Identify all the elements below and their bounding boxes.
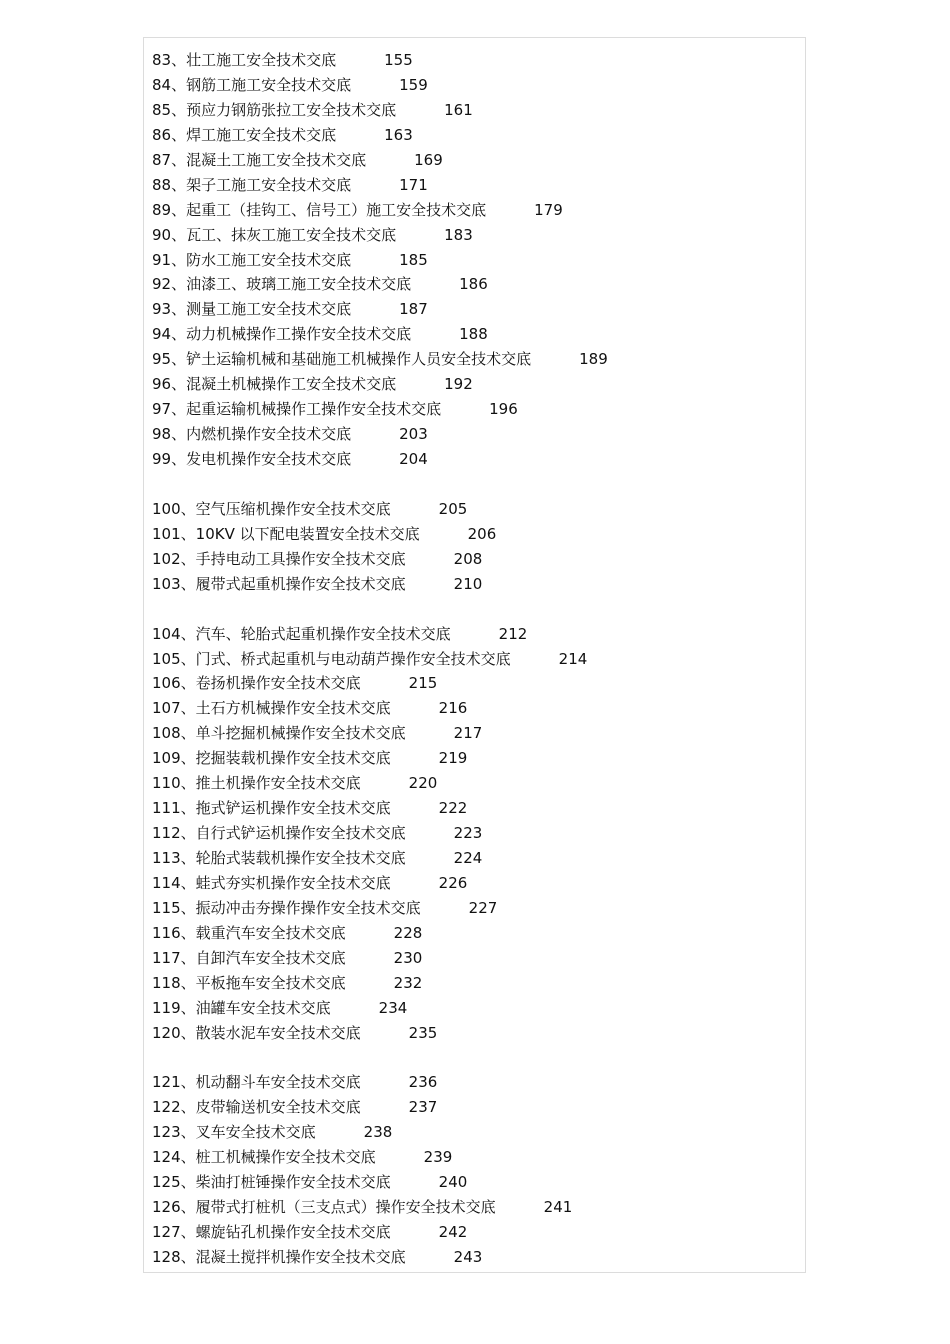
table-of-contents — [152, 48, 797, 1270]
toc-entry-separator: 、 — [171, 375, 187, 394]
toc-entry-separator: 、 — [180, 774, 196, 793]
toc-entry-page-number: 186 — [459, 275, 488, 294]
toc-entry-number: 86 — [152, 125, 172, 144]
toc-entry[interactable] — [152, 696, 797, 721]
toc-entry-title: 平板拖车安全技术交底 — [195, 973, 346, 992]
toc-entry-page-number: 232 — [393, 973, 423, 992]
toc-entry[interactable] — [152, 771, 797, 796]
toc-entry-title: 钢筋工施工安全技术交底 — [186, 75, 352, 94]
toc-entry-number: 101 — [152, 524, 181, 543]
toc-entry-separator: 、 — [180, 1223, 196, 1242]
toc-entry-separator: 、 — [180, 849, 196, 867]
toc-entry-number: 90 — [152, 225, 172, 244]
toc-entry[interactable] — [152, 422, 797, 447]
toc-entry-page-number: 216 — [438, 699, 468, 718]
toc-entry-number: 111 — [152, 799, 181, 818]
toc-entry-title: 混凝土工施工安全技术交底 — [186, 150, 367, 169]
toc-entry-separator: 、 — [180, 1023, 196, 1042]
toc-entry-number: 93 — [152, 300, 172, 319]
toc-entry[interactable] — [152, 1120, 797, 1145]
toc-entry[interactable] — [152, 572, 797, 597]
toc-entry-page-number: 169 — [414, 150, 443, 169]
toc-entry-page-number: 224 — [453, 849, 483, 867]
toc-entry-title: 手持电动工具操作安全技术交底 — [195, 549, 406, 568]
toc-entry-page-number: 196 — [489, 400, 518, 419]
toc-entry[interactable] — [152, 896, 797, 921]
toc-entry-page-number: 183 — [444, 225, 473, 244]
toc-entry-page-number: 237 — [408, 1098, 438, 1117]
toc-entry-number: 91 — [152, 250, 172, 269]
toc-entry-title: 动力机械操作工操作安全技术交底 — [186, 325, 412, 344]
toc-entry-page-number: 227 — [468, 898, 498, 917]
toc-entry[interactable] — [152, 223, 797, 248]
toc-entry[interactable] — [152, 821, 797, 846]
toc-entry-title: 桩工机械操作安全技术交底 — [195, 1148, 376, 1167]
toc-entry[interactable] — [152, 1220, 797, 1245]
toc-entry-title: 载重汽车安全技术交底 — [195, 923, 346, 942]
toc-entry-separator: 、 — [180, 1173, 196, 1192]
toc-entry-page-number: 230 — [393, 948, 423, 967]
toc-entry-title: 拖式铲运机操作安全技术交底 — [195, 799, 391, 818]
toc-entry[interactable] — [152, 996, 797, 1021]
toc-entry-title: 内燃机操作安全技术交底 — [186, 425, 352, 444]
toc-entry[interactable] — [152, 1170, 797, 1195]
toc-entry-page-number: 240 — [438, 1173, 468, 1192]
toc-entry[interactable] — [152, 48, 797, 73]
toc-entry-separator: 、 — [171, 200, 187, 219]
toc-entry-page-number: 215 — [408, 674, 438, 693]
toc-entry-separator: 、 — [180, 724, 196, 743]
toc-entry-title: 履带式起重机操作安全技术交底 — [195, 574, 406, 593]
toc-entry-number: 118 — [152, 973, 181, 992]
toc-entry-number: 127 — [152, 1223, 181, 1242]
toc-entry[interactable] — [152, 322, 797, 347]
toc-entry-title: 自行式铲运机操作安全技术交底 — [195, 824, 406, 843]
toc-entry[interactable] — [152, 1095, 797, 1120]
toc-entry-number: 100 — [152, 499, 181, 518]
toc-entry-separator: 、 — [180, 824, 196, 843]
toc-entry-separator: 、 — [180, 1198, 196, 1217]
toc-entry-separator: 、 — [171, 350, 187, 369]
toc-entry[interactable] — [152, 248, 797, 273]
toc-entry-separator: 、 — [171, 400, 187, 419]
toc-entry-page-number: 217 — [453, 724, 483, 743]
toc-entry-page-number: 226 — [438, 873, 468, 892]
toc-entry[interactable] — [152, 1145, 797, 1170]
toc-entry-separator: 、 — [180, 649, 196, 668]
toc-entry-title: 卷扬机操作安全技术交底 — [195, 674, 361, 693]
toc-entry-page-number: 223 — [453, 824, 483, 843]
toc-entry-title: 散装水泥车安全技术交底 — [195, 1023, 361, 1042]
toc-entry[interactable] — [152, 647, 797, 672]
toc-entry-number: 108 — [152, 724, 181, 743]
toc-entry-page-number: 222 — [438, 799, 468, 818]
toc-entry-title: 焊工施工安全技术交底 — [186, 125, 337, 144]
toc-entry[interactable] — [152, 347, 797, 372]
toc-entry-title: 推土机操作安全技术交底 — [195, 774, 361, 793]
toc-entry-title: 空气压缩机操作安全技术交底 — [195, 499, 391, 518]
toc-entry-title: 皮带输送机安全技术交底 — [195, 1098, 361, 1117]
toc-entry-separator: 、 — [180, 948, 196, 967]
toc-entry-title: 机动翻斗车安全技术交底 — [195, 1073, 361, 1092]
toc-entry[interactable] — [152, 447, 797, 472]
toc-entry-number: 98 — [152, 425, 172, 444]
toc-entry-number: 105 — [152, 649, 181, 668]
toc-entry[interactable] — [152, 721, 797, 746]
toc-entry-number: 113 — [152, 849, 181, 867]
toc-entry-number: 123 — [152, 1123, 181, 1142]
toc-entry-title: 10KV 以下配电装置安全技术交底 — [195, 524, 420, 543]
toc-entry-separator: 、 — [180, 1148, 196, 1167]
toc-entry-title: 瓦工、抹灰工施工安全技术交底 — [186, 225, 397, 244]
toc-entry[interactable] — [152, 746, 797, 771]
toc-entry-number: 109 — [152, 749, 181, 768]
toc-entry-title: 测量工施工安全技术交底 — [186, 300, 352, 319]
toc-entry-title: 挖掘装载机操作安全技术交底 — [195, 749, 391, 768]
toc-entry-page-number: 192 — [444, 375, 473, 394]
toc-entry-page-number: 212 — [498, 624, 528, 643]
toc-entry-number: 114 — [152, 873, 181, 892]
toc-entry-separator: 、 — [171, 250, 187, 269]
toc-entry[interactable] — [152, 1021, 797, 1046]
toc-entry-title: 预应力钢筋张拉工安全技术交底 — [186, 100, 397, 119]
toc-entry-separator: 、 — [171, 275, 187, 294]
toc-entry-separator: 、 — [171, 300, 187, 319]
toc-entry[interactable] — [152, 971, 797, 996]
toc-entry-title: 叉车安全技术交底 — [195, 1123, 316, 1142]
toc-entry[interactable] — [152, 871, 797, 896]
toc-entry-number: 104 — [152, 624, 181, 643]
toc-entry-separator: 、 — [180, 898, 196, 917]
toc-entry[interactable] — [152, 796, 797, 821]
toc-entry-number: 121 — [152, 1073, 181, 1092]
toc-entry-title: 壮工施工安全技术交底 — [186, 51, 337, 69]
toc-entry-title: 门式、桥式起重机与电动葫芦操作安全技术交底 — [195, 649, 511, 668]
toc-entry-title: 汽车、轮胎式起重机操作安全技术交底 — [195, 624, 451, 643]
toc-entry-separator: 、 — [180, 499, 196, 518]
group-spacer — [152, 1046, 797, 1071]
toc-entry-separator: 、 — [180, 574, 196, 593]
toc-entry-title: 土石方机械操作安全技术交底 — [195, 699, 391, 718]
toc-entry-separator: 、 — [180, 1248, 196, 1266]
toc-entry-page-number: 234 — [378, 998, 408, 1017]
toc-entry-number: 103 — [152, 574, 181, 593]
toc-entry-separator: 、 — [180, 923, 196, 942]
document-page — [143, 37, 806, 1273]
toc-entry-separator: 、 — [171, 150, 187, 169]
toc-entry-separator: 、 — [180, 1123, 196, 1142]
toc-entry-number: 88 — [152, 175, 172, 194]
toc-entry-number: 85 — [152, 100, 172, 119]
toc-entry[interactable] — [152, 497, 797, 522]
toc-entry-page-number: 161 — [444, 100, 473, 119]
toc-entry-separator: 、 — [180, 799, 196, 818]
toc-entry[interactable] — [152, 671, 797, 696]
toc-entry-number: 83 — [152, 51, 172, 69]
toc-entry-page-number: 208 — [453, 549, 483, 568]
toc-entry-number: 125 — [152, 1173, 181, 1192]
toc-entry-page-number: 241 — [543, 1198, 573, 1217]
toc-entry[interactable] — [152, 198, 797, 223]
toc-entry-title: 蛙式夯实机操作安全技术交底 — [195, 873, 391, 892]
toc-entry[interactable] — [152, 622, 797, 647]
toc-entry-title: 自卸汽车安全技术交底 — [195, 948, 346, 967]
toc-entry-page-number: 205 — [438, 499, 468, 518]
toc-entry[interactable] — [152, 1245, 797, 1270]
toc-entry-separator: 、 — [171, 100, 187, 119]
toc-entry-title: 架子工施工安全技术交底 — [186, 175, 352, 194]
toc-entry-separator: 、 — [171, 175, 187, 194]
toc-entry[interactable] — [152, 921, 797, 946]
toc-entry-number: 120 — [152, 1023, 181, 1042]
toc-entry-page-number: 238 — [363, 1123, 393, 1142]
toc-entry[interactable] — [152, 946, 797, 971]
toc-entry[interactable] — [152, 98, 797, 123]
toc-entry-number: 115 — [152, 898, 181, 917]
toc-entry-page-number: 219 — [438, 749, 468, 768]
toc-entry-page-number: 242 — [438, 1223, 468, 1242]
toc-entry-number: 84 — [152, 75, 172, 94]
toc-entry-separator: 、 — [180, 749, 196, 768]
toc-entry-number: 112 — [152, 824, 181, 843]
toc-entry-page-number: 210 — [453, 574, 483, 593]
toc-entry-title: 履带式打桩机（三支点式）操作安全技术交底 — [195, 1198, 496, 1217]
toc-entry-page-number: 239 — [423, 1148, 453, 1167]
toc-entry-number: 106 — [152, 674, 181, 693]
toc-entry[interactable] — [152, 522, 797, 547]
toc-entry[interactable] — [152, 297, 797, 322]
toc-entry-number: 92 — [152, 275, 172, 294]
toc-entry-separator: 、 — [171, 51, 187, 69]
toc-entry-title: 柴油打桩锤操作安全技术交底 — [195, 1173, 391, 1192]
toc-entry-number: 124 — [152, 1148, 181, 1167]
toc-entry-title: 起重工（挂钩工、信号工）施工安全技术交底 — [186, 200, 487, 219]
toc-entry-separator: 、 — [171, 225, 187, 244]
toc-entry-number: 126 — [152, 1198, 181, 1217]
toc-entry-separator: 、 — [180, 873, 196, 892]
toc-entry-number: 107 — [152, 699, 181, 718]
toc-entry-title: 油罐车安全技术交底 — [195, 998, 331, 1017]
toc-entry-page-number: 159 — [399, 75, 428, 94]
toc-entry-title: 起重运输机械操作工操作安全技术交底 — [186, 400, 442, 419]
toc-entry-separator: 、 — [180, 699, 196, 718]
toc-entry[interactable] — [152, 272, 797, 297]
toc-entry[interactable] — [152, 372, 797, 397]
toc-entry-separator: 、 — [180, 674, 196, 693]
toc-entry[interactable] — [152, 148, 797, 173]
toc-entry-title: 混凝土搅拌机操作安全技术交底 — [195, 1248, 406, 1266]
toc-entry-separator: 、 — [180, 524, 196, 543]
toc-entry[interactable] — [152, 73, 797, 98]
toc-entry-separator: 、 — [171, 450, 187, 468]
toc-entry-separator: 、 — [180, 973, 196, 992]
toc-entry-title: 轮胎式装载机操作安全技术交底 — [195, 849, 406, 867]
toc-entry-page-number: 163 — [384, 125, 413, 144]
toc-entry-page-number: 185 — [399, 250, 428, 269]
toc-entry-title: 混凝土机械操作工安全技术交底 — [186, 375, 397, 394]
group-spacer — [152, 472, 797, 497]
toc-entry-separator: 、 — [180, 1098, 196, 1117]
toc-entry-title: 防水工施工安全技术交底 — [186, 250, 352, 269]
toc-entry-title: 螺旋钻孔机操作安全技术交底 — [195, 1223, 391, 1242]
toc-entry-number: 89 — [152, 200, 172, 219]
toc-entry-title: 发电机操作安全技术交底 — [186, 450, 352, 468]
toc-entry-number: 96 — [152, 375, 172, 394]
toc-entry-page-number: 228 — [393, 923, 423, 942]
toc-entry-separator: 、 — [180, 549, 196, 568]
toc-entry-number: 99 — [152, 450, 172, 468]
toc-entry-page-number: 188 — [459, 325, 488, 344]
toc-entry[interactable] — [152, 1070, 797, 1095]
toc-entry-number: 87 — [152, 150, 172, 169]
toc-entry-number: 119 — [152, 998, 181, 1017]
toc-entry-page-number: 236 — [408, 1073, 438, 1092]
toc-entry-separator: 、 — [180, 998, 196, 1017]
toc-entry-separator: 、 — [171, 325, 187, 344]
toc-entry-number: 95 — [152, 350, 172, 369]
toc-entry[interactable] — [152, 846, 797, 871]
toc-entry-separator: 、 — [171, 75, 187, 94]
toc-entry-page-number: 179 — [534, 200, 563, 219]
toc-entry-number: 128 — [152, 1248, 181, 1266]
toc-entry-number: 102 — [152, 549, 181, 568]
toc-entry-page-number: 214 — [558, 649, 588, 668]
toc-entry[interactable] — [152, 547, 797, 572]
toc-entry[interactable] — [152, 173, 797, 198]
toc-entry-page-number: 203 — [399, 425, 428, 444]
toc-entry[interactable] — [152, 397, 797, 422]
toc-entry-number: 122 — [152, 1098, 181, 1117]
toc-entry-separator: 、 — [180, 1073, 196, 1092]
toc-entry-title: 油漆工、玻璃工施工安全技术交底 — [186, 275, 412, 294]
group-spacer — [152, 597, 797, 622]
toc-entry-page-number: 155 — [384, 51, 413, 69]
toc-entry-separator: 、 — [180, 624, 196, 643]
toc-entry[interactable] — [152, 1195, 797, 1220]
toc-entry-page-number: 204 — [399, 450, 428, 468]
toc-entry-number: 117 — [152, 948, 181, 967]
toc-entry-page-number: 189 — [579, 350, 608, 369]
toc-entry-number: 110 — [152, 774, 181, 793]
toc-entry-page-number: 235 — [408, 1023, 438, 1042]
toc-entry-page-number: 187 — [399, 300, 428, 319]
toc-entry-page-number: 220 — [408, 774, 438, 793]
toc-entry-title: 振动冲击夯操作操作安全技术交底 — [195, 898, 421, 917]
toc-entry-title: 单斗挖掘机械操作安全技术交底 — [195, 724, 406, 743]
toc-entry-separator: 、 — [171, 125, 187, 144]
toc-entry-title: 铲土运输机械和基础施工机械操作人员安全技术交底 — [186, 350, 532, 369]
toc-entry[interactable] — [152, 123, 797, 148]
toc-entry-page-number: 206 — [467, 524, 497, 543]
toc-entry-page-number: 171 — [399, 175, 428, 194]
toc-entry-page-number: 243 — [453, 1248, 483, 1266]
toc-entry-separator: 、 — [171, 425, 187, 444]
toc-entry-number: 94 — [152, 325, 172, 344]
toc-entry-number: 97 — [152, 400, 172, 419]
toc-entry-number: 116 — [152, 923, 181, 942]
